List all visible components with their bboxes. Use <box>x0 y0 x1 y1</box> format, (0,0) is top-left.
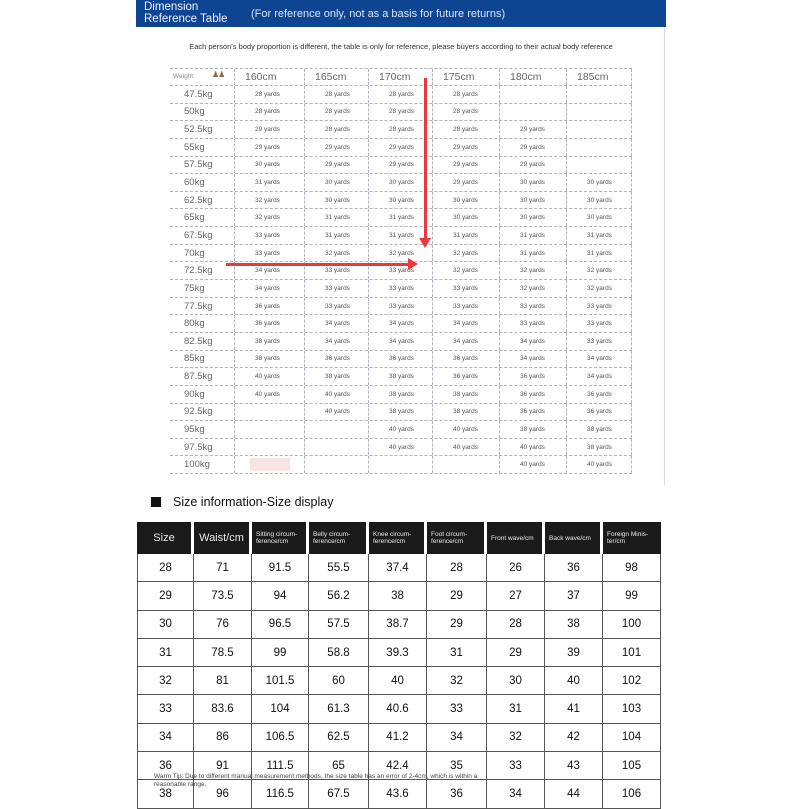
size-cell: 34 <box>427 724 487 751</box>
red-arrow-vertical <box>424 78 427 240</box>
reference-row <box>170 139 632 157</box>
yard-cell: 28 yards <box>368 121 432 138</box>
reference-row <box>170 245 632 263</box>
weight-cell: 90kg <box>184 388 205 400</box>
yard-cell: 34 yards <box>499 333 566 350</box>
reference-row <box>170 86 632 104</box>
size-cell: 32 <box>137 667 194 694</box>
yard-cell: 33 yards <box>566 315 632 332</box>
yard-cell: 30 yards <box>368 192 432 209</box>
yard-cell: 29 yards <box>234 121 304 138</box>
yard-cell <box>566 104 632 121</box>
yard-cell: 40 yards <box>234 386 304 403</box>
size-cell: 33 <box>487 752 545 779</box>
size-header-cell: Sitting circum-ference/cm <box>252 522 309 554</box>
height-header-cell: 170cm <box>368 69 432 85</box>
size-cell: 41.2 <box>369 724 427 751</box>
weight-cell: 55kg <box>184 141 205 153</box>
yard-cell: 34 yards <box>566 368 632 385</box>
weight-cell: 87.5kg <box>184 371 213 383</box>
reference-row <box>170 227 632 245</box>
weight-cell: 67.5kg <box>184 229 213 241</box>
size-cell: 37.4 <box>369 554 427 581</box>
yard-cell: 33 yards <box>368 298 432 315</box>
weight-cell: 52.5kg <box>184 124 213 136</box>
yard-cell: 31 yards <box>499 245 566 262</box>
yard-cell: 33 yards <box>432 280 499 297</box>
yard-cell: 28 yards <box>368 104 432 121</box>
size-row <box>137 667 661 695</box>
reference-row <box>170 421 632 439</box>
size-cell: 29 <box>137 582 194 609</box>
yard-cell: 29 yards <box>432 174 499 191</box>
yard-cell: 32 yards <box>432 245 499 262</box>
yard-cell <box>566 157 632 174</box>
size-cell: 32 <box>427 667 487 694</box>
yard-cell: 38 yards <box>368 404 432 421</box>
size-cell: 38 <box>369 582 427 609</box>
size-cell: 37 <box>545 582 603 609</box>
yard-cell: 34 yards <box>566 351 632 368</box>
yard-cell: 31 yards <box>234 174 304 191</box>
yard-cell: 36 yards <box>566 404 632 421</box>
size-cell: 105 <box>603 752 661 779</box>
size-cell: 29 <box>427 611 487 638</box>
size-cell: 102 <box>603 667 661 694</box>
yard-cell: 33 yards <box>234 245 304 262</box>
size-cell: 36 <box>137 752 194 779</box>
reference-row <box>170 280 632 298</box>
size-cell: 106 <box>603 780 661 807</box>
height-header-cell: 160cm <box>234 69 304 85</box>
yard-cell: 40 yards <box>304 386 368 403</box>
arrow-right-icon <box>408 258 418 270</box>
height-header-cell: 175cm <box>432 69 499 85</box>
size-cell: 31 <box>427 639 487 666</box>
yard-cell: 38 yards <box>432 386 499 403</box>
yard-cell <box>499 86 566 103</box>
reference-row <box>170 386 632 404</box>
weight-cell: 100kg <box>184 459 210 471</box>
yard-cell: 33 yards <box>499 298 566 315</box>
weight-cell: 97.5kg <box>184 441 213 453</box>
yard-cell: 32 yards <box>566 280 632 297</box>
size-cell: 101 <box>603 639 661 666</box>
reference-row <box>170 192 632 210</box>
size-cell: 26 <box>487 554 545 581</box>
yard-cell: 40 yards <box>566 456 632 473</box>
yard-cell: 38 yards <box>234 351 304 368</box>
yard-cell: 33 yards <box>566 298 632 315</box>
yard-cell: 29 yards <box>499 121 566 138</box>
yard-cell: 36 yards <box>234 298 304 315</box>
size-cell: 78.5 <box>194 639 252 666</box>
yard-cell: 33 yards <box>432 298 499 315</box>
yard-cell: 30 yards <box>566 174 632 191</box>
yard-cell: 29 yards <box>304 157 368 174</box>
weight-cell: 75kg <box>184 282 205 294</box>
size-header-cell: Foot circum-ference/cm <box>427 522 487 554</box>
size-cell: 96 <box>194 780 252 807</box>
yard-cell: 33 yards <box>304 298 368 315</box>
size-cell: 58.8 <box>309 639 369 666</box>
size-cell: 30 <box>487 667 545 694</box>
reference-row <box>170 174 632 192</box>
yard-cell: 36 yards <box>499 368 566 385</box>
size-cell: 41 <box>545 695 603 722</box>
yard-cell: 40 yards <box>234 368 304 385</box>
arrow-down-icon <box>419 238 431 248</box>
weight-cell: 50kg <box>184 106 205 118</box>
yard-cell: 29 yards <box>432 157 499 174</box>
size-cell: 34 <box>137 724 194 751</box>
weight-cell: 60kg <box>184 177 205 189</box>
size-cell: 94 <box>252 582 309 609</box>
yard-cell: 32 yards <box>234 209 304 226</box>
size-cell: 106.5 <box>252 724 309 751</box>
yard-cell: 28 yards <box>432 86 499 103</box>
reference-note: Each person's body proportion is different, the table is only for reference, please buyers according to their actual body reference <box>189 42 613 51</box>
yard-cell: 40 yards <box>432 421 499 438</box>
size-cell: 57.5 <box>309 611 369 638</box>
yard-cell <box>432 456 499 473</box>
reference-row <box>170 121 632 139</box>
size-row <box>137 554 661 582</box>
size-cell: 71 <box>194 554 252 581</box>
yard-cell: 38 yards <box>368 386 432 403</box>
yard-cell: 36 yards <box>432 368 499 385</box>
yard-cell: 40 yards <box>304 404 368 421</box>
size-cell: 36 <box>427 780 487 807</box>
yard-cell: 33 yards <box>304 262 368 279</box>
yard-cell <box>234 421 304 438</box>
yard-cell: 30 yards <box>499 174 566 191</box>
yard-cell: 31 yards <box>499 227 566 244</box>
reference-row <box>170 315 632 333</box>
size-cell: 86 <box>194 724 252 751</box>
size-header-cell: Foreign Minis-ter/cm <box>607 531 649 545</box>
yard-cell: 36 yards <box>368 351 432 368</box>
yard-cell: 36 yards <box>304 351 368 368</box>
size-row <box>137 695 661 723</box>
size-cell: 31 <box>137 639 194 666</box>
yard-cell: 40 yards <box>499 456 566 473</box>
yard-cell: 29 yards <box>368 139 432 156</box>
size-cell: 44 <box>545 780 603 807</box>
yard-cell: 30 yards <box>304 192 368 209</box>
size-cell: 116.5 <box>252 780 309 807</box>
size-cell: 99 <box>252 639 309 666</box>
yard-cell: 36 yards <box>432 351 499 368</box>
reference-row <box>170 456 632 474</box>
yard-cell: 31 yards <box>368 209 432 226</box>
size-row <box>137 582 661 610</box>
yard-cell: 34 yards <box>234 262 304 279</box>
yard-cell: 32 yards <box>304 245 368 262</box>
weight-cell: 95kg <box>184 423 205 435</box>
size-cell: 60 <box>309 667 369 694</box>
highlight-box <box>250 458 290 471</box>
height-header-cell: 180cm <box>499 69 566 85</box>
size-cell: 55.5 <box>309 554 369 581</box>
yard-cell: 33 yards <box>566 333 632 350</box>
yard-cell: 40 yards <box>432 439 499 456</box>
yard-cell: 33 yards <box>234 227 304 244</box>
size-cell: 29 <box>487 639 545 666</box>
yard-cell: 28 yards <box>304 104 368 121</box>
yard-cell: 36 yards <box>234 315 304 332</box>
size-cell: 40 <box>545 667 603 694</box>
yard-cell: 28 yards <box>234 86 304 103</box>
size-cell: 36 <box>545 554 603 581</box>
reference-header-row <box>170 68 632 86</box>
yard-cell <box>566 121 632 138</box>
reference-row <box>170 333 632 351</box>
frame-divider <box>664 27 665 485</box>
section-bullet-icon <box>151 497 161 507</box>
size-cell: 38 <box>137 780 194 807</box>
size-cell: 39 <box>545 639 603 666</box>
yard-cell: 31 yards <box>368 227 432 244</box>
size-cell: 76 <box>194 611 252 638</box>
yard-cell: 29 yards <box>304 139 368 156</box>
size-cell: 28 <box>487 611 545 638</box>
weight-cell: 47.5kg <box>184 88 213 100</box>
yard-cell: 28 yards <box>432 104 499 121</box>
size-cell: 67.5 <box>309 780 369 807</box>
yard-cell: 36 yards <box>566 386 632 403</box>
size-cell: 43.6 <box>369 780 427 807</box>
yard-cell: 36 yards <box>499 404 566 421</box>
yard-cell: 29 yards <box>234 139 304 156</box>
weight-cell: 77.5kg <box>184 300 213 312</box>
size-cell: 83.6 <box>194 695 252 722</box>
weight-cell: 57.5kg <box>184 159 213 171</box>
red-arrow-horizontal <box>226 263 410 266</box>
yard-cell <box>304 421 368 438</box>
yard-cell: 34 yards <box>368 315 432 332</box>
warm-tip: Warm Tip: Due to different manual measurement methods, the size table has an error of 2-4cm, which is within a reasonable range. <box>154 773 478 788</box>
size-cell: 81 <box>194 667 252 694</box>
yard-cell: 32 yards <box>499 262 566 279</box>
size-header-cell: Back wave/cm <box>545 522 603 554</box>
size-cell: 91 <box>194 752 252 779</box>
weight-cell: 82.5kg <box>184 335 213 347</box>
size-cell: 91.5 <box>252 554 309 581</box>
reference-row <box>170 368 632 386</box>
yard-cell: 34 yards <box>304 333 368 350</box>
yard-cell <box>566 139 632 156</box>
yard-cell: 34 yards <box>499 351 566 368</box>
yard-cell <box>234 404 304 421</box>
yard-cell: 38 yards <box>432 404 499 421</box>
header-title: Dimension Reference Table <box>144 1 228 25</box>
weight-cell: 62.5kg <box>184 194 213 206</box>
weight-corner-cell <box>170 69 234 85</box>
yard-cell: 40 yards <box>499 439 566 456</box>
yard-cell: 38 yards <box>368 368 432 385</box>
weight-cell: 85kg <box>184 353 205 365</box>
yard-cell: 29 yards <box>432 139 499 156</box>
yard-cell: 32 yards <box>432 262 499 279</box>
yard-cell: 29 yards <box>499 157 566 174</box>
height-header-cell: 185cm <box>566 69 632 85</box>
yard-cell: 31 yards <box>432 227 499 244</box>
yard-cell: 36 yards <box>499 386 566 403</box>
yard-cell <box>368 456 432 473</box>
yard-cell: 34 yards <box>368 333 432 350</box>
size-cell: 27 <box>487 582 545 609</box>
table-header-banner <box>136 0 666 27</box>
size-cell: 100 <box>603 611 661 638</box>
size-row <box>137 724 661 752</box>
yard-cell: 30 yards <box>304 174 368 191</box>
size-header-cell: Front wave/cm <box>487 522 545 554</box>
yard-cell: 31 yards <box>304 227 368 244</box>
size-cell: 98 <box>603 554 661 581</box>
yard-cell: 38 yards <box>304 368 368 385</box>
size-cell: 28 <box>427 554 487 581</box>
yard-cell: 34 yards <box>304 315 368 332</box>
size-row <box>137 639 661 667</box>
size-header-cell: Size <box>137 522 194 554</box>
yard-cell: 28 yards <box>432 121 499 138</box>
size-cell: 104 <box>603 724 661 751</box>
weight-cell: 92.5kg <box>184 406 213 418</box>
reference-row <box>170 298 632 316</box>
size-cell: 28 <box>137 554 194 581</box>
yard-cell <box>499 104 566 121</box>
size-header-row <box>137 522 661 554</box>
yard-cell: 30 yards <box>234 157 304 174</box>
yard-cell: 28 yards <box>234 104 304 121</box>
size-cell: 65 <box>309 752 369 779</box>
yard-cell: 38 yards <box>566 421 632 438</box>
reference-row <box>170 404 632 422</box>
yard-cell: 30 yards <box>566 209 632 226</box>
yard-cell: 30 yards <box>432 192 499 209</box>
yard-cell: 30 yards <box>566 192 632 209</box>
size-cell: 38.7 <box>369 611 427 638</box>
size-header-cell: Waist/cm <box>194 522 252 554</box>
yard-cell: 30 yards <box>499 209 566 226</box>
yard-cell: 31 yards <box>566 227 632 244</box>
size-cell: 35 <box>427 752 487 779</box>
size-cell: 40.6 <box>369 695 427 722</box>
size-cell: 104 <box>252 695 309 722</box>
size-table-body <box>137 554 661 809</box>
yard-cell: 33 yards <box>368 262 432 279</box>
size-cell: 103 <box>603 695 661 722</box>
yard-cell: 33 yards <box>368 280 432 297</box>
yard-cell: 30 yards <box>499 192 566 209</box>
size-cell: 111.5 <box>252 752 309 779</box>
size-cell: 96.5 <box>252 611 309 638</box>
size-cell: 73.5 <box>194 582 252 609</box>
size-cell: 33 <box>427 695 487 722</box>
person-icon: ♟♟ <box>212 70 225 79</box>
size-cell: 62.5 <box>309 724 369 751</box>
yard-cell: 29 yards <box>368 157 432 174</box>
size-cell: 40 <box>369 667 427 694</box>
size-cell: 30 <box>137 611 194 638</box>
yard-cell: 33 yards <box>499 315 566 332</box>
weight-corner-label: Weight <box>173 73 194 80</box>
size-cell: 43 <box>545 752 603 779</box>
reference-table <box>170 68 632 474</box>
yard-cell: 40 yards <box>368 439 432 456</box>
yard-cell: 32 yards <box>566 262 632 279</box>
weight-cell: 72.5kg <box>184 265 213 277</box>
yard-cell: 38 yards <box>566 439 632 456</box>
yard-cell: 34 yards <box>432 315 499 332</box>
reference-row <box>170 209 632 227</box>
yard-cell: 32 yards <box>234 192 304 209</box>
yard-cell: 38 yards <box>234 333 304 350</box>
size-cell: 38 <box>545 611 603 638</box>
yard-cell: 31 yards <box>304 209 368 226</box>
size-cell: 31 <box>487 695 545 722</box>
weight-cell: 70kg <box>184 247 205 259</box>
size-cell: 42.4 <box>369 752 427 779</box>
size-cell: 33 <box>137 695 194 722</box>
yard-cell: 34 yards <box>432 333 499 350</box>
yard-cell: 28 yards <box>368 86 432 103</box>
size-cell: 61.3 <box>309 695 369 722</box>
yard-cell <box>234 439 304 456</box>
size-cell: 99 <box>603 582 661 609</box>
header-subtitle: (For reference only, not as a basis for future returns) <box>251 8 506 20</box>
yard-cell: 32 yards <box>368 245 432 262</box>
yard-cell: 38 yards <box>499 421 566 438</box>
yard-cell <box>566 86 632 103</box>
size-cell: 29 <box>427 582 487 609</box>
yard-cell: 30 yards <box>368 174 432 191</box>
yard-cell: 33 yards <box>304 280 368 297</box>
reference-row <box>170 104 632 122</box>
yard-cell: 34 yards <box>234 280 304 297</box>
weight-cell: 65kg <box>184 212 205 224</box>
reference-row <box>170 351 632 369</box>
size-cell: 32 <box>487 724 545 751</box>
yard-cell: 40 yards <box>368 421 432 438</box>
yard-cell: 30 yards <box>432 209 499 226</box>
size-row <box>137 611 661 639</box>
size-cell: 101.5 <box>252 667 309 694</box>
size-cell: 56.2 <box>309 582 369 609</box>
weight-cell: 80kg <box>184 318 205 330</box>
size-table <box>137 522 661 809</box>
yard-cell: 31 yards <box>566 245 632 262</box>
yard-cell: 29 yards <box>499 139 566 156</box>
reference-row <box>170 157 632 175</box>
height-header-cell: 165cm <box>304 69 368 85</box>
yard-cell: 28 yards <box>304 121 368 138</box>
size-cell: 34 <box>487 780 545 807</box>
yard-cell: 32 yards <box>499 280 566 297</box>
reference-row <box>170 439 632 457</box>
yard-cell: 28 yards <box>304 86 368 103</box>
size-header-cell: Belly circum-ference/cm <box>309 522 369 554</box>
size-cell: 39.3 <box>369 639 427 666</box>
size-header-cell: Knee circum-ference/cm <box>369 522 427 554</box>
yard-cell <box>304 439 368 456</box>
size-section-title: Size information-Size display <box>173 495 334 509</box>
size-cell: 42 <box>545 724 603 751</box>
yard-cell <box>304 456 368 473</box>
